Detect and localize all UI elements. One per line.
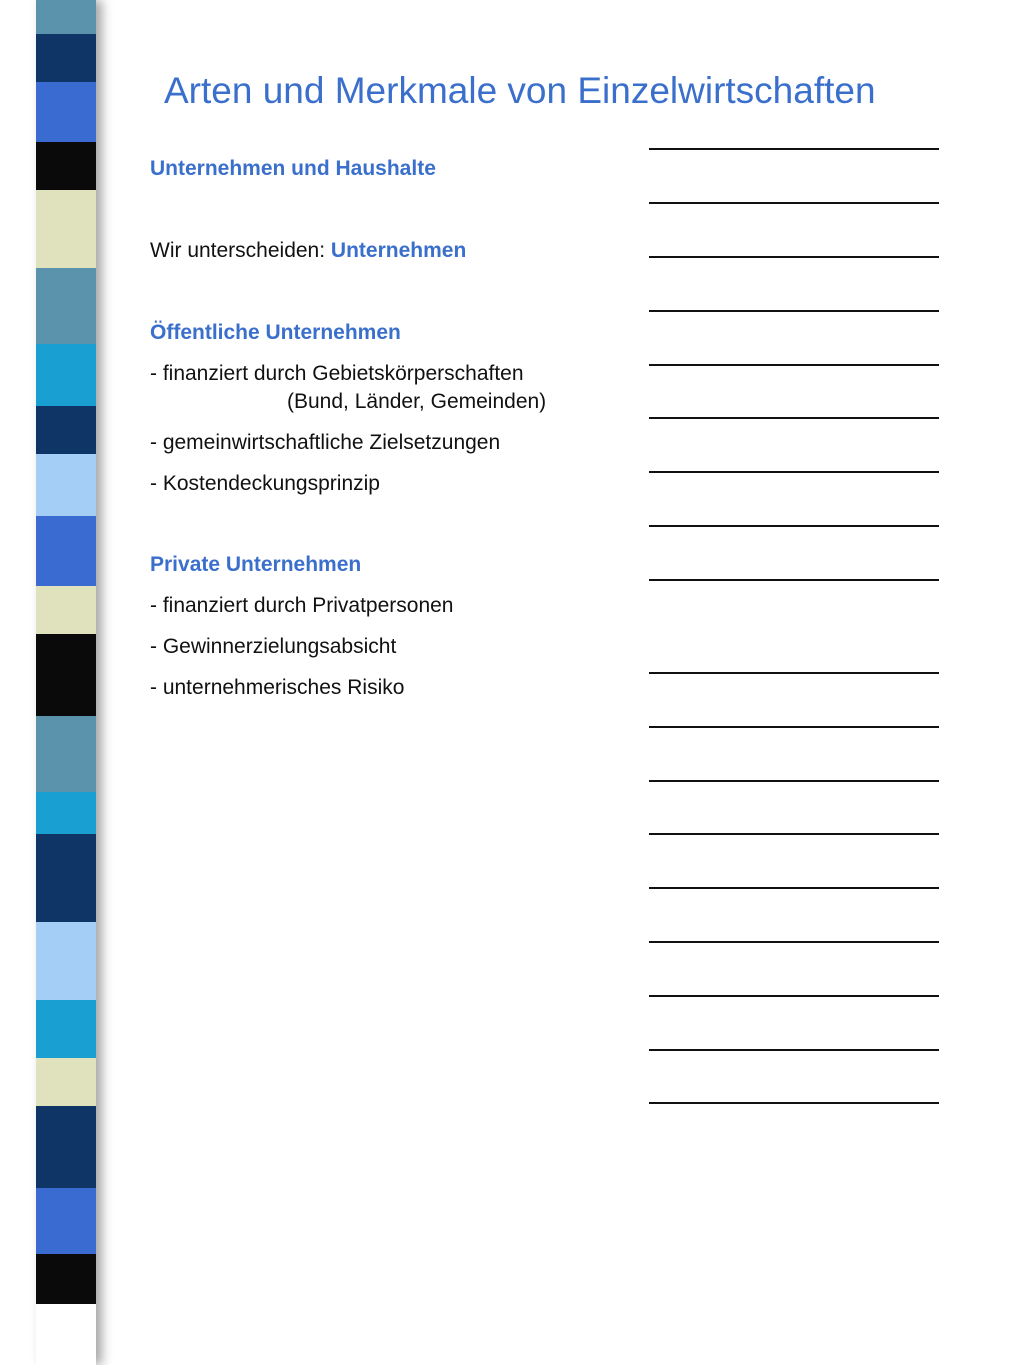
answer-line	[649, 148, 939, 150]
answer-line	[649, 579, 939, 581]
answer-line	[649, 310, 939, 312]
bullet-gebietskoerperschaften: - finanziert durch Gebietskörperschaften	[150, 362, 524, 385]
answer-line	[649, 887, 939, 889]
stripe-segment	[36, 190, 96, 268]
stripe-segment	[36, 344, 96, 406]
stripe-segment	[36, 1058, 96, 1106]
line-wir-unterscheiden: Wir unterscheiden: Unternehmen	[150, 239, 467, 262]
stripe-segment	[36, 922, 96, 1000]
stripe-segment	[36, 34, 96, 82]
answer-line	[649, 995, 939, 997]
section-heading-private-unternehmen: Private Unternehmen	[150, 553, 362, 576]
bullet-risiko: - unternehmerisches Risiko	[150, 676, 405, 699]
answer-line	[649, 833, 939, 835]
stripe-segment	[36, 1000, 96, 1058]
stripe-segment	[36, 1254, 96, 1304]
answer-line	[649, 471, 939, 473]
answer-line	[649, 726, 939, 728]
bullet-kostendeckung: - Kostendeckungsprinzip	[150, 472, 380, 495]
stripe-segment	[36, 268, 96, 344]
stripe-segment	[36, 0, 96, 34]
slide-title: Arten und Merkmale von Einzelwirtschaften	[164, 70, 876, 111]
answer-line	[649, 780, 939, 782]
answer-line	[649, 417, 939, 419]
bullet-gewinnerzielung: - Gewinnerzielungsabsicht	[150, 635, 397, 658]
answer-line	[649, 941, 939, 943]
bullet-privatpersonen: - finanziert durch Privatpersonen	[150, 594, 454, 617]
answer-line	[649, 525, 939, 527]
section-heading-unternehmen-haushalte: Unternehmen und Haushalte	[150, 157, 436, 180]
answer-line	[649, 364, 939, 366]
stripe-segment	[36, 834, 96, 922]
answer-line	[649, 672, 939, 674]
answer-line	[649, 1102, 939, 1104]
stripe-segment	[36, 142, 96, 190]
stripe-segment	[36, 1106, 96, 1188]
answer-line	[649, 256, 939, 258]
section-heading-oeffentliche-unternehmen: Öffentliche Unternehmen	[150, 321, 401, 344]
answer-line	[649, 1049, 939, 1051]
stripe-segment	[36, 792, 96, 834]
stripe-segment	[36, 406, 96, 454]
stripe-segment	[36, 716, 96, 792]
bullet-continuation-bund-laender: (Bund, Länder, Gemeinden)	[287, 390, 547, 413]
stripe-segment	[36, 586, 96, 634]
stripe-segment	[36, 634, 96, 716]
bullet-gemeinwirtschaftlich: - gemeinwirtschaftliche Zielsetzungen	[150, 431, 501, 454]
stripe-segment	[36, 454, 96, 516]
decorative-stripe	[36, 0, 96, 1365]
stripe-segment	[36, 1188, 96, 1254]
answer-line	[649, 202, 939, 204]
stripe-segment	[36, 516, 96, 586]
stripe-segment	[36, 82, 96, 142]
